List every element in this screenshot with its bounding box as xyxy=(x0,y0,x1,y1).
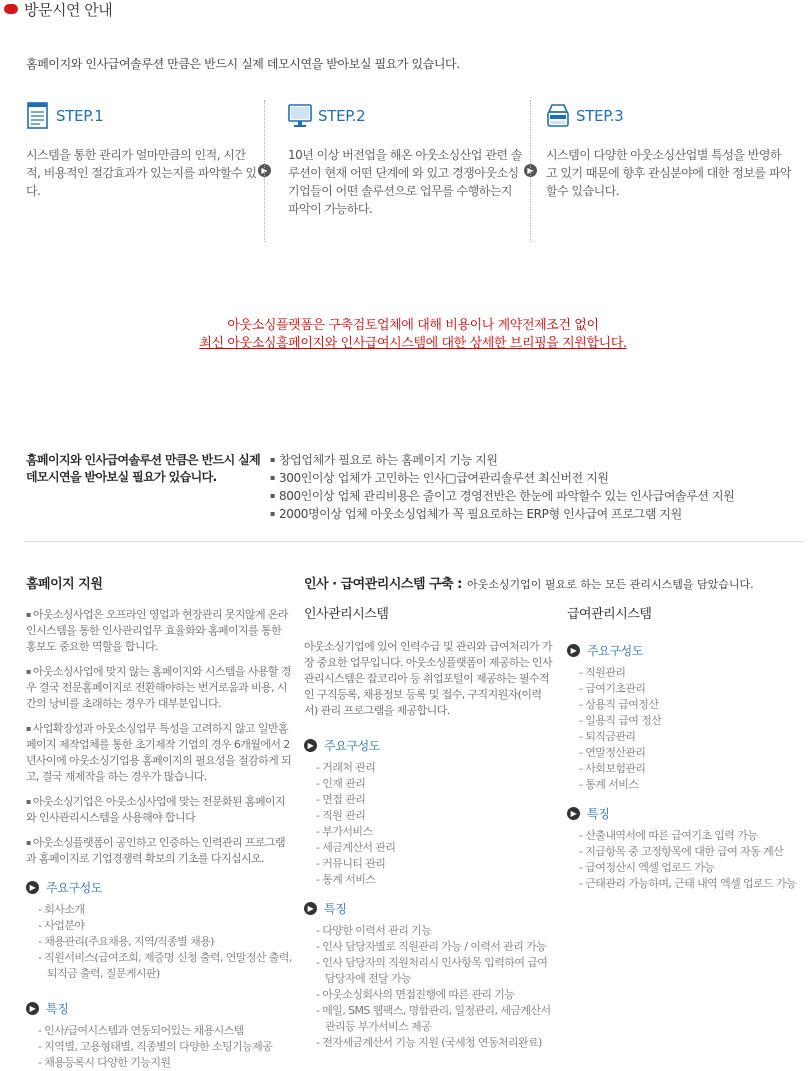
chevron-right-icon: ▶ xyxy=(567,807,580,820)
section-title: 홈페이지 지원 xyxy=(26,577,103,592)
list-item: - 직원관리 xyxy=(573,665,805,681)
list-item: - 상용직 급여정산 xyxy=(573,697,805,713)
components-heading: ▶ 주요구성도 xyxy=(304,737,552,754)
list-item: - 거래처 관리 xyxy=(310,760,552,776)
list-item: - 근태관리 가능하며, 근태 내역 엑셀 업로드 가능 xyxy=(573,876,805,892)
list-item: - 통계 서비스 xyxy=(310,872,552,888)
list-item: - 급여정산시 엑셀 업로드 가능 xyxy=(573,860,805,876)
list-item: - 인사 담당자별로 직원관리 가능 / 이력서 관리 가능 xyxy=(310,939,552,955)
list-item: - 지역별, 고용형태별, 직종별의 다양한 소팅기능제공 xyxy=(32,1039,294,1055)
step-label: STEP.2 xyxy=(318,107,366,125)
paragraph: ▪ 아웃소싱사업에 맞지 않는 홈페이지와 시스템을 사용할 경우 결국 전문홈페이지로 전환해야하는 번거로움과 비용, 시간의 낭비를 초래하는 경우가 대부분입니다. xyxy=(26,664,294,712)
components-list xyxy=(310,760,552,888)
list-item: - 부가서비스 xyxy=(310,824,552,840)
list-item: - 연말정산관리 xyxy=(573,745,805,761)
list-item: - 직원서비스(급여조회, 제증명 신청 출력, 연말정산 출력, 퇴직금 출력, 질문게시판) xyxy=(32,950,294,982)
list-item: - 지급항목 중 고정항목에 대한 급여 자동 계산 xyxy=(573,844,805,860)
step-description: 시스템이 다양한 아웃소싱산업별 특성을 반영하고 있기 때문에 향후 관심분야에 대한 정보를 파악할수 있습니다. xyxy=(546,148,792,198)
list-item: ▪ 800인이상 업체 관리비용은 줄이고 경영전반은 한눈에 파악할수 있는 인사급여솔루션 지원 xyxy=(270,487,734,505)
list-item: - 세금계산서 관리 xyxy=(310,840,552,856)
intro-text: 홈페이지와 인사급여솔루션 만큼은 반드시 실제 데모시연을 받아보실 필요가 있습니다. xyxy=(26,57,460,71)
list-item: - 급여기초관리 xyxy=(573,681,805,697)
notice-line-1: 아웃소싱플랫폼은 구축검토업체에 대해 비용이나 계약전제조건 없이 xyxy=(227,318,599,333)
divider xyxy=(24,541,804,542)
document-icon xyxy=(26,102,50,130)
database-icon xyxy=(546,102,570,130)
list-item: - 인재 관리 xyxy=(310,776,552,792)
features-list xyxy=(310,923,552,1051)
list-item: - 아웃소싱회사의 면접진행에 따른 관리 기능 xyxy=(310,987,552,1003)
title-bullet-icon xyxy=(4,4,18,14)
list-item: - 면접 관리 xyxy=(310,792,552,808)
paragraph: ▪ 사업확장성과 아웃소싱업무 특성을 고려하지 않고 일반홈페이지 제작업체를 통한 초기제작 기업의 경우 6개월에서 2년사이에 아웃소싱기업용 홈페이지의 필요성을 절감하게 되고, 결국 재제작을 하는 경우가 많습니다. xyxy=(26,721,294,785)
chevron-right-icon: ▶ xyxy=(567,644,580,657)
chevron-right-icon: ▶ xyxy=(258,164,271,177)
chevron-right-icon: ▶ xyxy=(304,902,317,915)
list-item: - 회사소개 xyxy=(32,902,294,918)
column-title: 인사관리시스템 xyxy=(304,607,389,622)
features-list xyxy=(573,828,805,892)
list-item: - 채용관리(주요채용, 지역/직종별 채용) xyxy=(32,934,294,950)
list-item: - 사업분야 xyxy=(32,918,294,934)
features-heading: ▶ 특징 xyxy=(26,1000,294,1017)
components-list xyxy=(32,902,294,982)
list-item: - 채용등록시 다양한 기능지원 xyxy=(32,1055,294,1071)
step-divider xyxy=(264,100,265,242)
column-title: 급여관리시스템 xyxy=(567,607,652,622)
step-1 xyxy=(26,100,258,200)
step-description: 10년 이상 버전업을 해온 아웃소싱산업 관련 솔루션이 현재 어떤 단계에 와 있고 경쟁아웃소싱기업들이 어떤 솔루션으로 업무를 수행하는지 파악이 가능하다. xyxy=(288,148,522,216)
list-item: - 통계 서비스 xyxy=(573,777,805,793)
list-item: - 다양한 이력서 관리 기능 xyxy=(310,923,552,939)
homepage-section xyxy=(26,573,294,1071)
paragraph: ▪ 아웃소싱기업은 아웃소싱사업에 맞는 전문화된 홈페이지와 인사관리시스템을 사용해야 합니다 xyxy=(26,794,294,826)
paragraph: ▪ 아웃소싱사업은 오프라인 영업과 현장관리 못지않게 온라인시스템을 통한 인사관리업무 효율화와 홈페이지를 통한 홍보도 중요한 역할을 합니다. xyxy=(26,607,294,655)
list-item: - 전자세금계산서 기능 지원 (국세청 연동처리완료) xyxy=(310,1035,552,1051)
step-3 xyxy=(546,100,792,200)
features-list xyxy=(32,1023,294,1071)
page-title: 방문시연 안내 xyxy=(24,1,113,19)
step-description: 시스템을 통한 관리가 얼마만큼의 인적, 시간적, 비용적인 절감효과가 있는지를 파악할수 있다. xyxy=(26,148,257,198)
chevron-right-icon: ▶ xyxy=(26,1002,39,1015)
chevron-right-icon: ▶ xyxy=(524,164,537,177)
monitor-icon xyxy=(288,102,312,130)
list-item: - 산출내역서에 따른 급여기초 입력 가능 xyxy=(573,828,805,844)
list-item: ▪ 300인이상 업체가 고민하는 인사□급여관리솔루션 최신버전 지원 xyxy=(270,469,734,487)
section-subtitle: 아웃소싱기업이 필요로 하는 모든 관리시스템을 담았습니다. xyxy=(466,578,754,591)
features-heading: ▶ 특징 xyxy=(304,900,552,917)
list-item: - 커뮤니티 관리 xyxy=(310,856,552,872)
step-label: STEP.3 xyxy=(576,107,624,125)
section-title: 인사 · 급여관리시스템 구축 : xyxy=(304,577,462,592)
list-item: ▪ 창업업체가 필요로 하는 홈페이지 기능 지원 xyxy=(270,451,734,469)
list-item: - 사회보험관리 xyxy=(573,761,805,777)
components-heading: ▶ 주요구성도 xyxy=(26,879,294,896)
list-item: - 인사 담당자의 직원처리시 인사항목 입력하여 급여 담당자에 전달 가능 xyxy=(310,955,552,987)
list-item: - 일용직 급여 정산 xyxy=(573,713,805,729)
list-item: ▪ 2000명이상 업체 아웃소싱업체가 꼭 필요로하는 ERP형 인사급여 프로그램 지원 xyxy=(270,505,734,523)
notice-line-2: 최신 아웃소싱홈페이지와 인사급여시스템에 대한 상세한 브리핑을 지원합니다. xyxy=(199,336,627,351)
list-item: - 메일, SMS 웹팩스, 명함관리, 일정관리, 세금계산서 관리등 부가서비스 제공 xyxy=(310,1003,552,1035)
list-item: - 퇴직금관리 xyxy=(573,729,805,745)
hr-system-column xyxy=(304,603,552,1051)
step-label: STEP.1 xyxy=(56,107,104,125)
step-divider xyxy=(530,100,531,242)
components-heading: ▶ 주요구성도 xyxy=(567,642,805,659)
components-list xyxy=(573,665,805,793)
features-heading: ▶ 특징 xyxy=(567,805,805,822)
list-item: - 인사/급여시스템과 연동되어있는 채용시스템 xyxy=(32,1023,294,1039)
system-section-header xyxy=(304,573,804,592)
paragraph: ▪ 아웃소싱플랫폼이 공인하고 인증하는 인력관리 프로그램과 홈페이지로 기업경쟁력 확보의 기초를 다지십시오. xyxy=(26,835,294,867)
demo-summary: 홈페이지와 인사급여솔루션 만큼은 반드시 실제 데모시연을 받아보실 필요가 있습니다. xyxy=(26,453,261,484)
chevron-right-icon: ▶ xyxy=(26,881,39,894)
list-item: - 직원 관리 xyxy=(310,808,552,824)
hr-description: 아웃소싱기업에 있어 인력수급 및 관리와 급여처리가 가장 중요한 업무입니다. 아웃소싱플랫폼이 제공하는 인사관리시스템은 잡코리아 등 취업포털이 제공하는 필수적인 구직등록, 채용정보 등록 및 접수, 구직지원자(이력서) 관리 프로그램을 제공합니다. xyxy=(304,640,552,717)
chevron-right-icon: ▶ xyxy=(304,739,317,752)
payroll-system-column xyxy=(567,603,805,892)
step-2 xyxy=(288,100,524,218)
demo-list xyxy=(270,451,734,523)
